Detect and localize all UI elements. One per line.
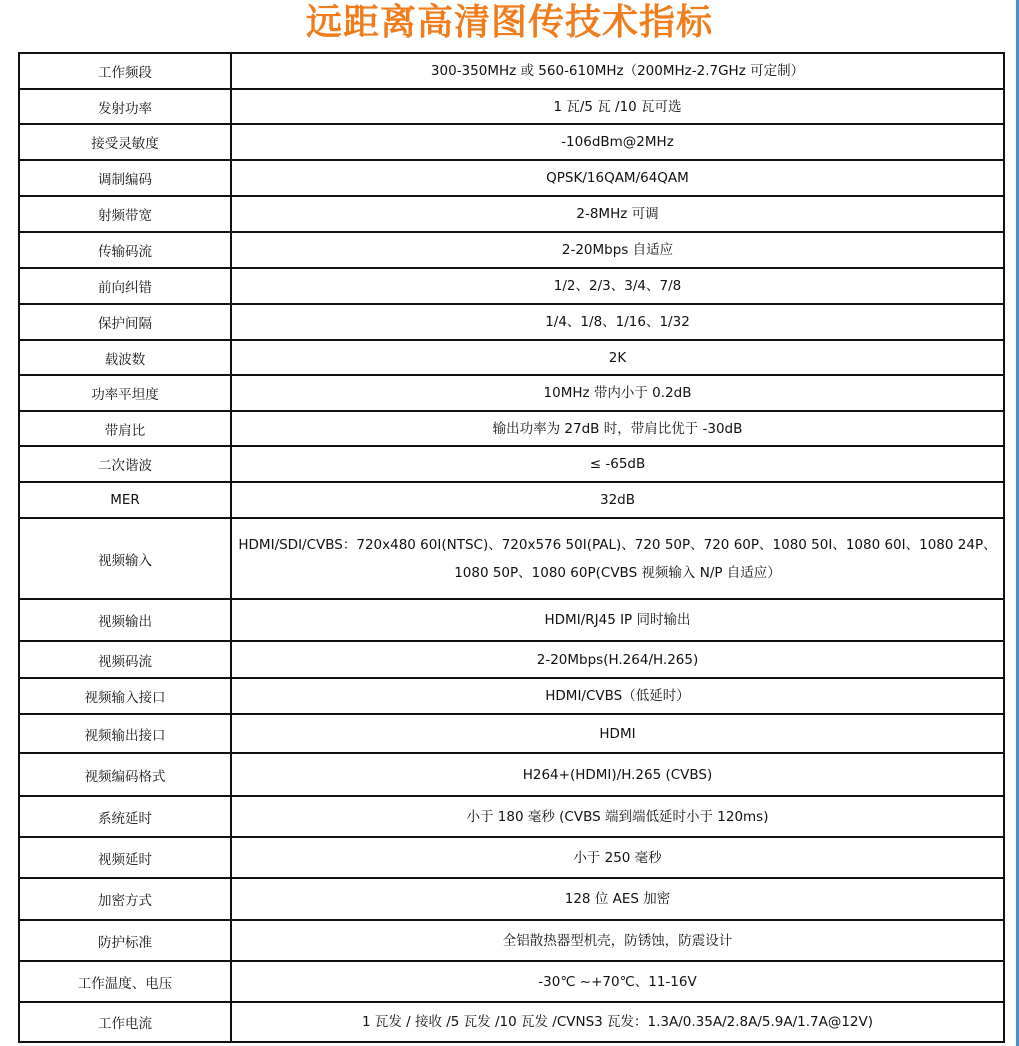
table-row [19,340,1004,375]
spec-table-body [19,53,1004,1042]
table-row [19,268,1004,304]
spec-label: 工作温度、电压 [19,961,231,1002]
spec-label: 视频延时 [19,837,231,878]
spec-label: 视频输出接口 [19,714,231,753]
table-row [19,124,1004,160]
spec-value: HDMI/RJ45 IP 同时输出 [231,599,1004,641]
spec-value: HDMI/CVBS（低延时） [231,678,1004,714]
spec-value: 1 瓦发 / 接收 /5 瓦发 /10 瓦发 /CVNS3 瓦发：1.3A/0.35A/2.8A/5.9A/1.7A@12V) [231,1002,1004,1042]
spec-label: 工作电流 [19,1002,231,1042]
spec-value: 2-20Mbps 自适应 [231,232,1004,268]
table-row [19,920,1004,961]
spec-label: 前向纠错 [19,268,231,304]
table-row [19,304,1004,340]
table-row [19,411,1004,446]
table-row [19,796,1004,837]
spec-table [18,52,1005,1043]
spec-label: 射频带宽 [19,196,231,232]
spec-value: -106dBm@2MHz [231,124,1004,160]
table-row [19,53,1004,89]
spec-label: 二次谐波 [19,446,231,482]
spec-label: 视频输出 [19,599,231,641]
spec-value: 小于 250 毫秒 [231,837,1004,878]
table-row [19,599,1004,641]
table-row [19,196,1004,232]
spec-label: 加密方式 [19,878,231,920]
spec-value: 小于 180 毫秒 (CVBS 端到端低延时小于 120ms) [231,796,1004,837]
spec-value: 输出功率为 27dB 时，带肩比优于 -30dB [231,411,1004,446]
page-title: 远距离高清图传技术指标 [305,2,713,43]
spec-value: 128 位 AES 加密 [231,878,1004,920]
table-row [19,518,1004,599]
table-row [19,446,1004,482]
spec-value: 2-20Mbps(H.264/H.265) [231,641,1004,678]
spec-value: HDMI [231,714,1004,753]
spec-value: 10MHz 带内小于 0.2dB [231,375,1004,411]
spec-value: 2K [231,340,1004,375]
table-row [19,89,1004,124]
table-row [19,1002,1004,1042]
table-row [19,160,1004,196]
spec-value: 32dB [231,482,1004,518]
table-row [19,753,1004,796]
table-row [19,678,1004,714]
spec-label: 保护间隔 [19,304,231,340]
table-row [19,482,1004,518]
table-row [19,375,1004,411]
spec-label: 视频编码格式 [19,753,231,796]
spec-label: 传输码流 [19,232,231,268]
spec-value: 1 瓦/5 瓦 /10 瓦可选 [231,89,1004,124]
spec-label: 系统延时 [19,796,231,837]
spec-label: 视频码流 [19,641,231,678]
spec-value: 全铝散热器型机壳，防锈蚀，防震设计 [231,920,1004,961]
table-row [19,961,1004,1002]
spec-value: 2-8MHz 可调 [231,196,1004,232]
spec-value: -30℃ ~+70℃、11-16V [231,961,1004,1002]
spec-value: HDMI/SDI/CVBS：720x480 60I(NTSC)、720x576 50I(PAL)、720 50P、720 60P、1080 50I、1080 60I、1080 24P、1080 50P、1080 60P(CVBS 视频输入 N/P 自适应） [231,518,1004,599]
table-row [19,232,1004,268]
table-row [19,641,1004,678]
spec-label: 调制编码 [19,160,231,196]
spec-value: ≤ -65dB [231,446,1004,482]
spec-label: 发射功率 [19,89,231,124]
spec-value: 300-350MHz 或 560-610MHz（200MHz-2.7GHz 可定制） [231,53,1004,89]
spec-value: QPSK/16QAM/64QAM [231,160,1004,196]
table-row [19,714,1004,753]
spec-label: 视频输入接口 [19,678,231,714]
spec-label: 接受灵敏度 [19,124,231,160]
spec-label: 防护标准 [19,920,231,961]
spec-label: 视频输入 [19,518,231,599]
spec-label: 载波数 [19,340,231,375]
table-row [19,878,1004,920]
spec-value: 1/4、1/8、1/16、1/32 [231,304,1004,340]
spec-label: 带肩比 [19,411,231,446]
spec-label: 工作频段 [19,53,231,89]
spec-label: 功率平坦度 [19,375,231,411]
spec-value: H264+(HDMI)/H.265 (CVBS) [231,753,1004,796]
spec-value: 1/2、2/3、3/4、7/8 [231,268,1004,304]
table-row [19,837,1004,878]
spec-label: MER [19,482,231,518]
